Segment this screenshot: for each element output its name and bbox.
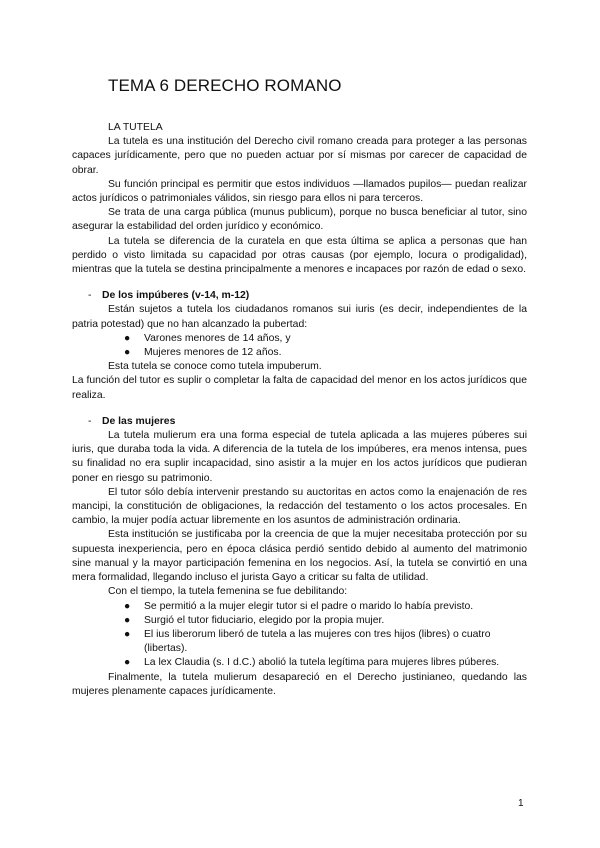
list-item	[124, 614, 527, 628]
mujeres-paragraph: Esta institución se justificaba por la creencia de que la mujer necesitaba protección por su supuesta inexperiencia, pero en época clásica perdió sentido debido al aumento del matrimonio sine manual y la mayor participación femenina en los negocios. Así, la tutela se convirtió en una mera formalidad, llegando incluso el jurista Gayo a criticar su falta de utilidad.	[72, 529, 527, 584]
list-item	[124, 332, 527, 346]
list-item-text: El ius liberorum liberó de tutela a las mujeres con tres hijos (libres) o cuatro (libertas).	[144, 628, 491, 655]
page-number: 1	[518, 798, 524, 809]
intro-paragraph: La tutela se diferencia de la curatela en que esta última se aplica a personas que han perdido o visto limitada su capacidad por otras causas (por ejemplo, locura o prodigalidad), mientras que la tutela se destina principalmente a menores e incapaces por razón de edad o sexo.	[72, 235, 527, 276]
section-title: De los impúberes (v-14, m-12)	[102, 290, 250, 302]
dash-marker: -	[88, 290, 92, 302]
intro-paragraph: Se trata de una carga pública (munus publicum), porque no busca beneficiar al tutor, sino asegurar la estabilidad del orden jurídico y económico.	[72, 207, 527, 233]
section-title: De las mujeres	[102, 415, 176, 427]
dash-marker: -	[88, 415, 92, 427]
mujeres-paragraph: La tutela mulierum era una forma especial de tutela aplicada a las mujeres púberes sui iuris, que duraba toda la vida. A diferencia de la tutela de los impúberes, era menos intensa, pues su finalidad no era suplir incapacidad, sino asistir a la mujer en los actos jurídicos que pudieran poner en riesgo su patrimonio.	[72, 430, 527, 484]
list-item-text: Surgió el tutor fiduciario, elegido por la propia mujer.	[144, 614, 385, 626]
impuberes-paragraph: Están sujetos a tutela los ciudadanos romanos sui iuris (es decir, independientes de la patria potestad) que no han alcanzado la pubertad:	[72, 304, 527, 330]
list-item	[124, 656, 527, 670]
bullet-icon: ●	[124, 657, 131, 669]
mujeres-closing: Finalmente, la tutela mulierum desapareció en el Derecho justinianeo, quedando las mujeres plenamente capaces jurídicamente.	[72, 671, 527, 697]
document-body	[72, 121, 527, 699]
intro-heading: LA TUTELA	[108, 122, 163, 133]
page-title: TEMA 6 DERECHO ROMANO	[108, 76, 342, 95]
mujeres-paragraph: Con el tiempo, la tutela femenina se fue debilitando:	[108, 586, 348, 598]
list-item-text: Varones menores de 14 años, y	[144, 332, 291, 344]
impuberes-paragraph: Esta tutela se conoce como tutela impuberum.	[108, 361, 322, 373]
impuberes-paragraph: La función del tutor es suplir o completar la falta de capacidad del menor en los actos jurídicos que realiza.	[72, 375, 527, 401]
section-heading-impuberes	[72, 289, 527, 303]
bullet-icon: ●	[124, 600, 131, 612]
list-item	[124, 628, 527, 656]
list-item-text: Mujeres menores de 12 años.	[144, 347, 282, 359]
bullet-icon: ●	[124, 628, 131, 640]
mujeres-list	[72, 600, 527, 671]
intro-paragraph: La tutela es una institución del Derecho civil romano creada para proteger a las personas capaces jurídicamente, pero que no pueden actuar por sí mismas por carecer de capacidad de obrar.	[72, 136, 527, 176]
list-item	[124, 346, 527, 360]
list-item	[124, 600, 527, 614]
section-heading-mujeres	[72, 415, 527, 429]
impuberes-list	[72, 332, 527, 360]
intro-paragraph: Su función principal es permitir que estos individuos —llamados pupilos— puedan realizar actos jurídicos o patrimoniales válidos, sin riesgo para ellos ni para terceros.	[72, 178, 527, 205]
mujeres-paragraph: El tutor sólo debía intervenir prestando su auctoritas en actos como la enajenación de res mancipi, la constitución de obligaciones, la redacción del testamento o los actos procesales. En cambio, la mujer podía actuar libremente en los asuntos de administración ordinaria.	[72, 486, 527, 527]
bullet-icon: ●	[124, 347, 131, 359]
bullet-icon: ●	[124, 614, 131, 626]
bullet-icon: ●	[124, 332, 131, 344]
list-item-text: Se permitió a la mujer elegir tutor si el padre o marido lo había previsto.	[144, 600, 474, 612]
list-item-text: La lex Claudia (s. I d.C.) abolió la tutela legítima para mujeres libres púberes.	[144, 657, 500, 669]
